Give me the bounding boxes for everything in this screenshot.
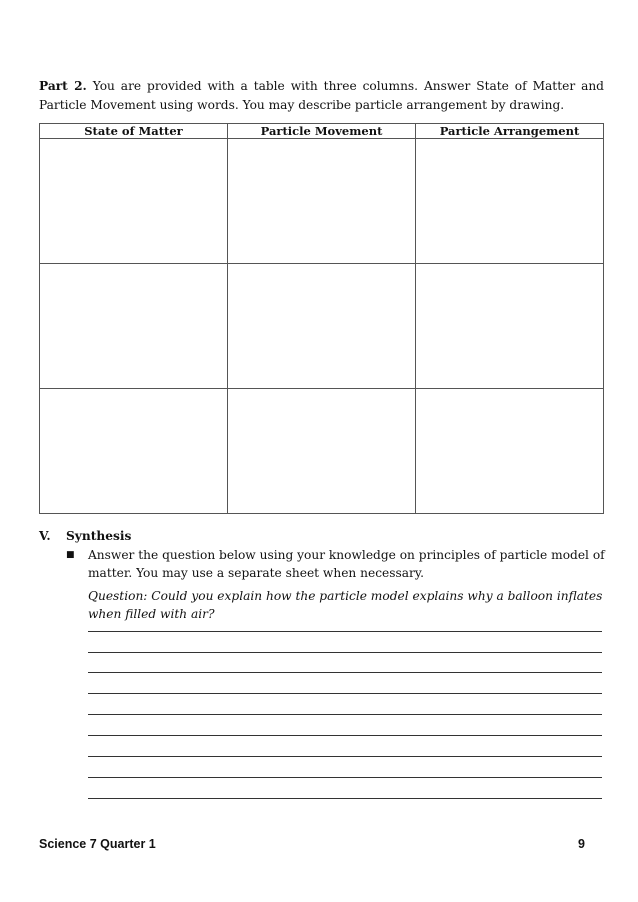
part2-instructions (39, 77, 604, 115)
answer-line[interactable] (88, 777, 602, 778)
header-particle-movement: Particle Movement (228, 124, 416, 139)
answer-line[interactable] (88, 798, 602, 799)
square-bullet-icon: ■ (66, 550, 75, 560)
table-header-row (40, 124, 604, 139)
table-cell[interactable] (228, 389, 416, 514)
table-cell[interactable] (40, 139, 228, 264)
table-cell[interactable] (40, 389, 228, 514)
synthesis-instruction (66, 546, 606, 582)
table-row (40, 139, 604, 264)
answer-line[interactable] (88, 756, 602, 757)
header-particle-arrangement: Particle Arrangement (416, 124, 604, 139)
answer-line[interactable] (88, 652, 602, 653)
section-title: Synthesis (66, 529, 132, 543)
page-number: 9 (578, 837, 585, 851)
footer-course-label: Science 7 Quarter 1 (39, 837, 156, 851)
table-row (40, 389, 604, 514)
table-cell[interactable] (416, 139, 604, 264)
table-cell[interactable] (416, 389, 604, 514)
answer-line[interactable] (88, 693, 602, 694)
table-cell[interactable] (228, 264, 416, 389)
instruction-text: Answer the question below using your knowledge on principles of particle model of matter. You may use a separate sheet when necessary. (88, 548, 605, 580)
part2-text: You are provided with a table with three columns. Answer State of Matter and Particle Movement using words. You may describe particle arrangement by drawing. (39, 79, 604, 112)
table-row (40, 264, 604, 389)
answer-line[interactable] (88, 631, 602, 632)
part2-label: Part 2. (39, 79, 87, 93)
answer-line[interactable] (88, 714, 602, 715)
table-cell[interactable] (228, 139, 416, 264)
table-cell[interactable] (40, 264, 228, 389)
synthesis-heading (39, 529, 131, 543)
section-number: V. (39, 529, 51, 543)
answer-table (39, 123, 604, 514)
table-cell[interactable] (416, 264, 604, 389)
answer-line[interactable] (88, 735, 602, 736)
answer-line[interactable] (88, 672, 602, 673)
header-state-of-matter: State of Matter (40, 124, 228, 139)
question-text: Question: Could you explain how the particle model explains why a balloon inflates when filled with air? (88, 589, 603, 621)
